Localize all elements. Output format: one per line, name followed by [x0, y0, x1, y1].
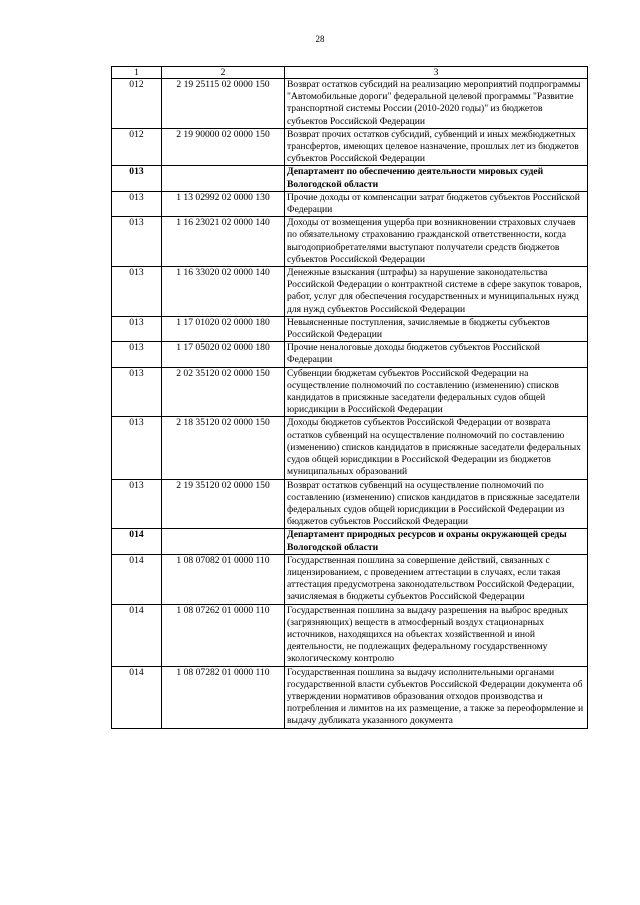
- admin-code-cell: 013: [112, 316, 162, 341]
- description-cell: Доходы от возмещения ущерба при возникновении страховых случаев по обязательному страхованию гражданской ответственности, когда выгодоприобретателями выступают получатели средств бюджетов субъектов Российской Федерации: [285, 217, 588, 267]
- kbk-code-cell: 1 08 07262 01 0000 110: [162, 604, 285, 666]
- admin-code-cell: 012: [112, 79, 162, 129]
- description-cell: Денежные взыскания (штрафы) за нарушение законодательства Российской Федерации о контрактной системе в сфере закупок товаров, работ, услуг для обеспечения государственных и муниципальных нужд для нужд субъектов Российской Федерации: [285, 267, 588, 317]
- kbk-code-cell: 2 19 90000 02 0000 150: [162, 128, 285, 166]
- header-col-2: 2: [162, 67, 285, 79]
- admin-code-cell: 013: [112, 417, 162, 479]
- admin-code-cell: 013: [112, 191, 162, 216]
- kbk-code-cell: 1 16 33020 02 0000 140: [162, 267, 285, 317]
- description-cell: Субвенции бюджетам субъектов Российской Федерации на осуществление полномочий по составлению (изменению) списков кандидатов в присяжные заседатели федеральных судов общей юрисдикции в Российской Федерации: [285, 367, 588, 417]
- kbk-code-cell: 1 16 23021 02 0000 140: [162, 217, 285, 267]
- admin-code-cell: 013: [112, 267, 162, 317]
- table-row: [112, 342, 588, 367]
- kbk-code-cell: 2 18 35120 02 0000 150: [162, 417, 285, 479]
- table-row: [112, 554, 588, 604]
- admin-code-cell: 012: [112, 128, 162, 166]
- admin-code-cell: 013: [112, 367, 162, 417]
- department-row: [112, 166, 588, 191]
- kbk-code-cell: 1 08 07082 01 0000 110: [162, 554, 285, 604]
- description-cell: Прочие неналоговые доходы бюджетов субъектов Российской Федерации: [285, 342, 588, 367]
- kbk-code-cell: 1 13 02992 02 0000 130: [162, 191, 285, 216]
- budget-classification-table: [111, 66, 588, 729]
- description-cell: Департамент по обеспечению деятельности мировых судей Вологодской области: [285, 166, 588, 191]
- header-col-1: 1: [112, 67, 162, 79]
- kbk-code-cell: 2 19 35120 02 0000 150: [162, 479, 285, 529]
- description-cell: Невыясненные поступления, зачисляемые в бюджеты субъектов Российской Федерации: [285, 316, 588, 341]
- description-cell: Доходы бюджетов субъектов Российской Федерации от возврата остатков субвенций на осуществление полномочий по составлению (изменению) списков кандидатов в присяжные заседатели федеральных судов общей юрисдикции в Российской Федерации из бюджетов муниципальных образований: [285, 417, 588, 479]
- kbk-code-cell: [162, 529, 285, 554]
- kbk-code-cell: 2 19 25115 02 0000 150: [162, 79, 285, 129]
- table-row: [112, 217, 588, 267]
- admin-code-cell: 014: [112, 666, 162, 728]
- kbk-code-cell: 1 08 07282 01 0000 110: [162, 666, 285, 728]
- admin-code-cell: 014: [112, 554, 162, 604]
- admin-code-cell: 013: [112, 479, 162, 529]
- table-body: [112, 79, 588, 729]
- table-row: [112, 267, 588, 317]
- description-cell: Государственная пошлина за выдачу исполнительными органами государственной власти субъектов Российской Федерации документа об утверждении нормативов образования отходов производства и потребления и лимитов на их размещение, а также за переоформление и выдачу дубликата указанного документа: [285, 666, 588, 728]
- table-row: [112, 316, 588, 341]
- kbk-code-cell: 1 17 05020 02 0000 180: [162, 342, 285, 367]
- table-row: [112, 79, 588, 129]
- kbk-code-cell: 2 02 35120 02 0000 150: [162, 367, 285, 417]
- table-row: [112, 604, 588, 666]
- page-number: 28: [315, 34, 325, 44]
- table-row: [112, 367, 588, 417]
- description-cell: Возврат прочих остатков субсидий, субвенций и иных межбюджетных трансфертов, имеющих целевое назначение, прошлых лет из бюджетов субъектов Российской Федерации: [285, 128, 588, 166]
- admin-code-cell: 013: [112, 166, 162, 191]
- description-cell: Возврат остатков субвенций на осуществление полномочий по составлению (изменению) списков кандидатов в присяжные заседатели федеральных судов общей юрисдикции в Российской Федерации из бюджетов субъектов Российской Федерации: [285, 479, 588, 529]
- admin-code-cell: 013: [112, 342, 162, 367]
- description-cell: Департамент природных ресурсов и охраны окружающей среды Вологодской области: [285, 529, 588, 554]
- table-header-row: [112, 67, 588, 79]
- description-cell: Государственная пошлина за выдачу разрешения на выброс вредных (загрязняющих) веществ в атмосферный воздух стационарных источников, находящихся на объектах хозяйственной и иной деятельности, не подлежащих федеральному государственному экологическому контролю: [285, 604, 588, 666]
- kbk-code-cell: [162, 166, 285, 191]
- admin-code-cell: 014: [112, 529, 162, 554]
- table-row: [112, 479, 588, 529]
- admin-code-cell: 014: [112, 604, 162, 666]
- table-row: [112, 191, 588, 216]
- kbk-code-cell: 1 17 01020 02 0000 180: [162, 316, 285, 341]
- admin-code-cell: 013: [112, 217, 162, 267]
- description-cell: Государственная пошлина за совершение действий, связанных с лицензированием, с проведением аттестации в случаях, если такая аттестация предусмотрена законодательством Российской Федерации, зачисляемая в бюджеты субъектов Российской Федерации: [285, 554, 588, 604]
- description-cell: Прочие доходы от компенсации затрат бюджетов субъектов Российской Федерации: [285, 191, 588, 216]
- table-row: [112, 417, 588, 479]
- table-row: [112, 666, 588, 728]
- department-row: [112, 529, 588, 554]
- table-row: [112, 128, 588, 166]
- header-col-3: 3: [285, 67, 588, 79]
- description-cell: Возврат остатков субсидий на реализацию мероприятий подпрограммы "Автомобильные дороги" федеральной целевой программы "Развитие транспортной системы России (2010-2020 годы)" из бюджетов субъектов Российской Федерации: [285, 79, 588, 129]
